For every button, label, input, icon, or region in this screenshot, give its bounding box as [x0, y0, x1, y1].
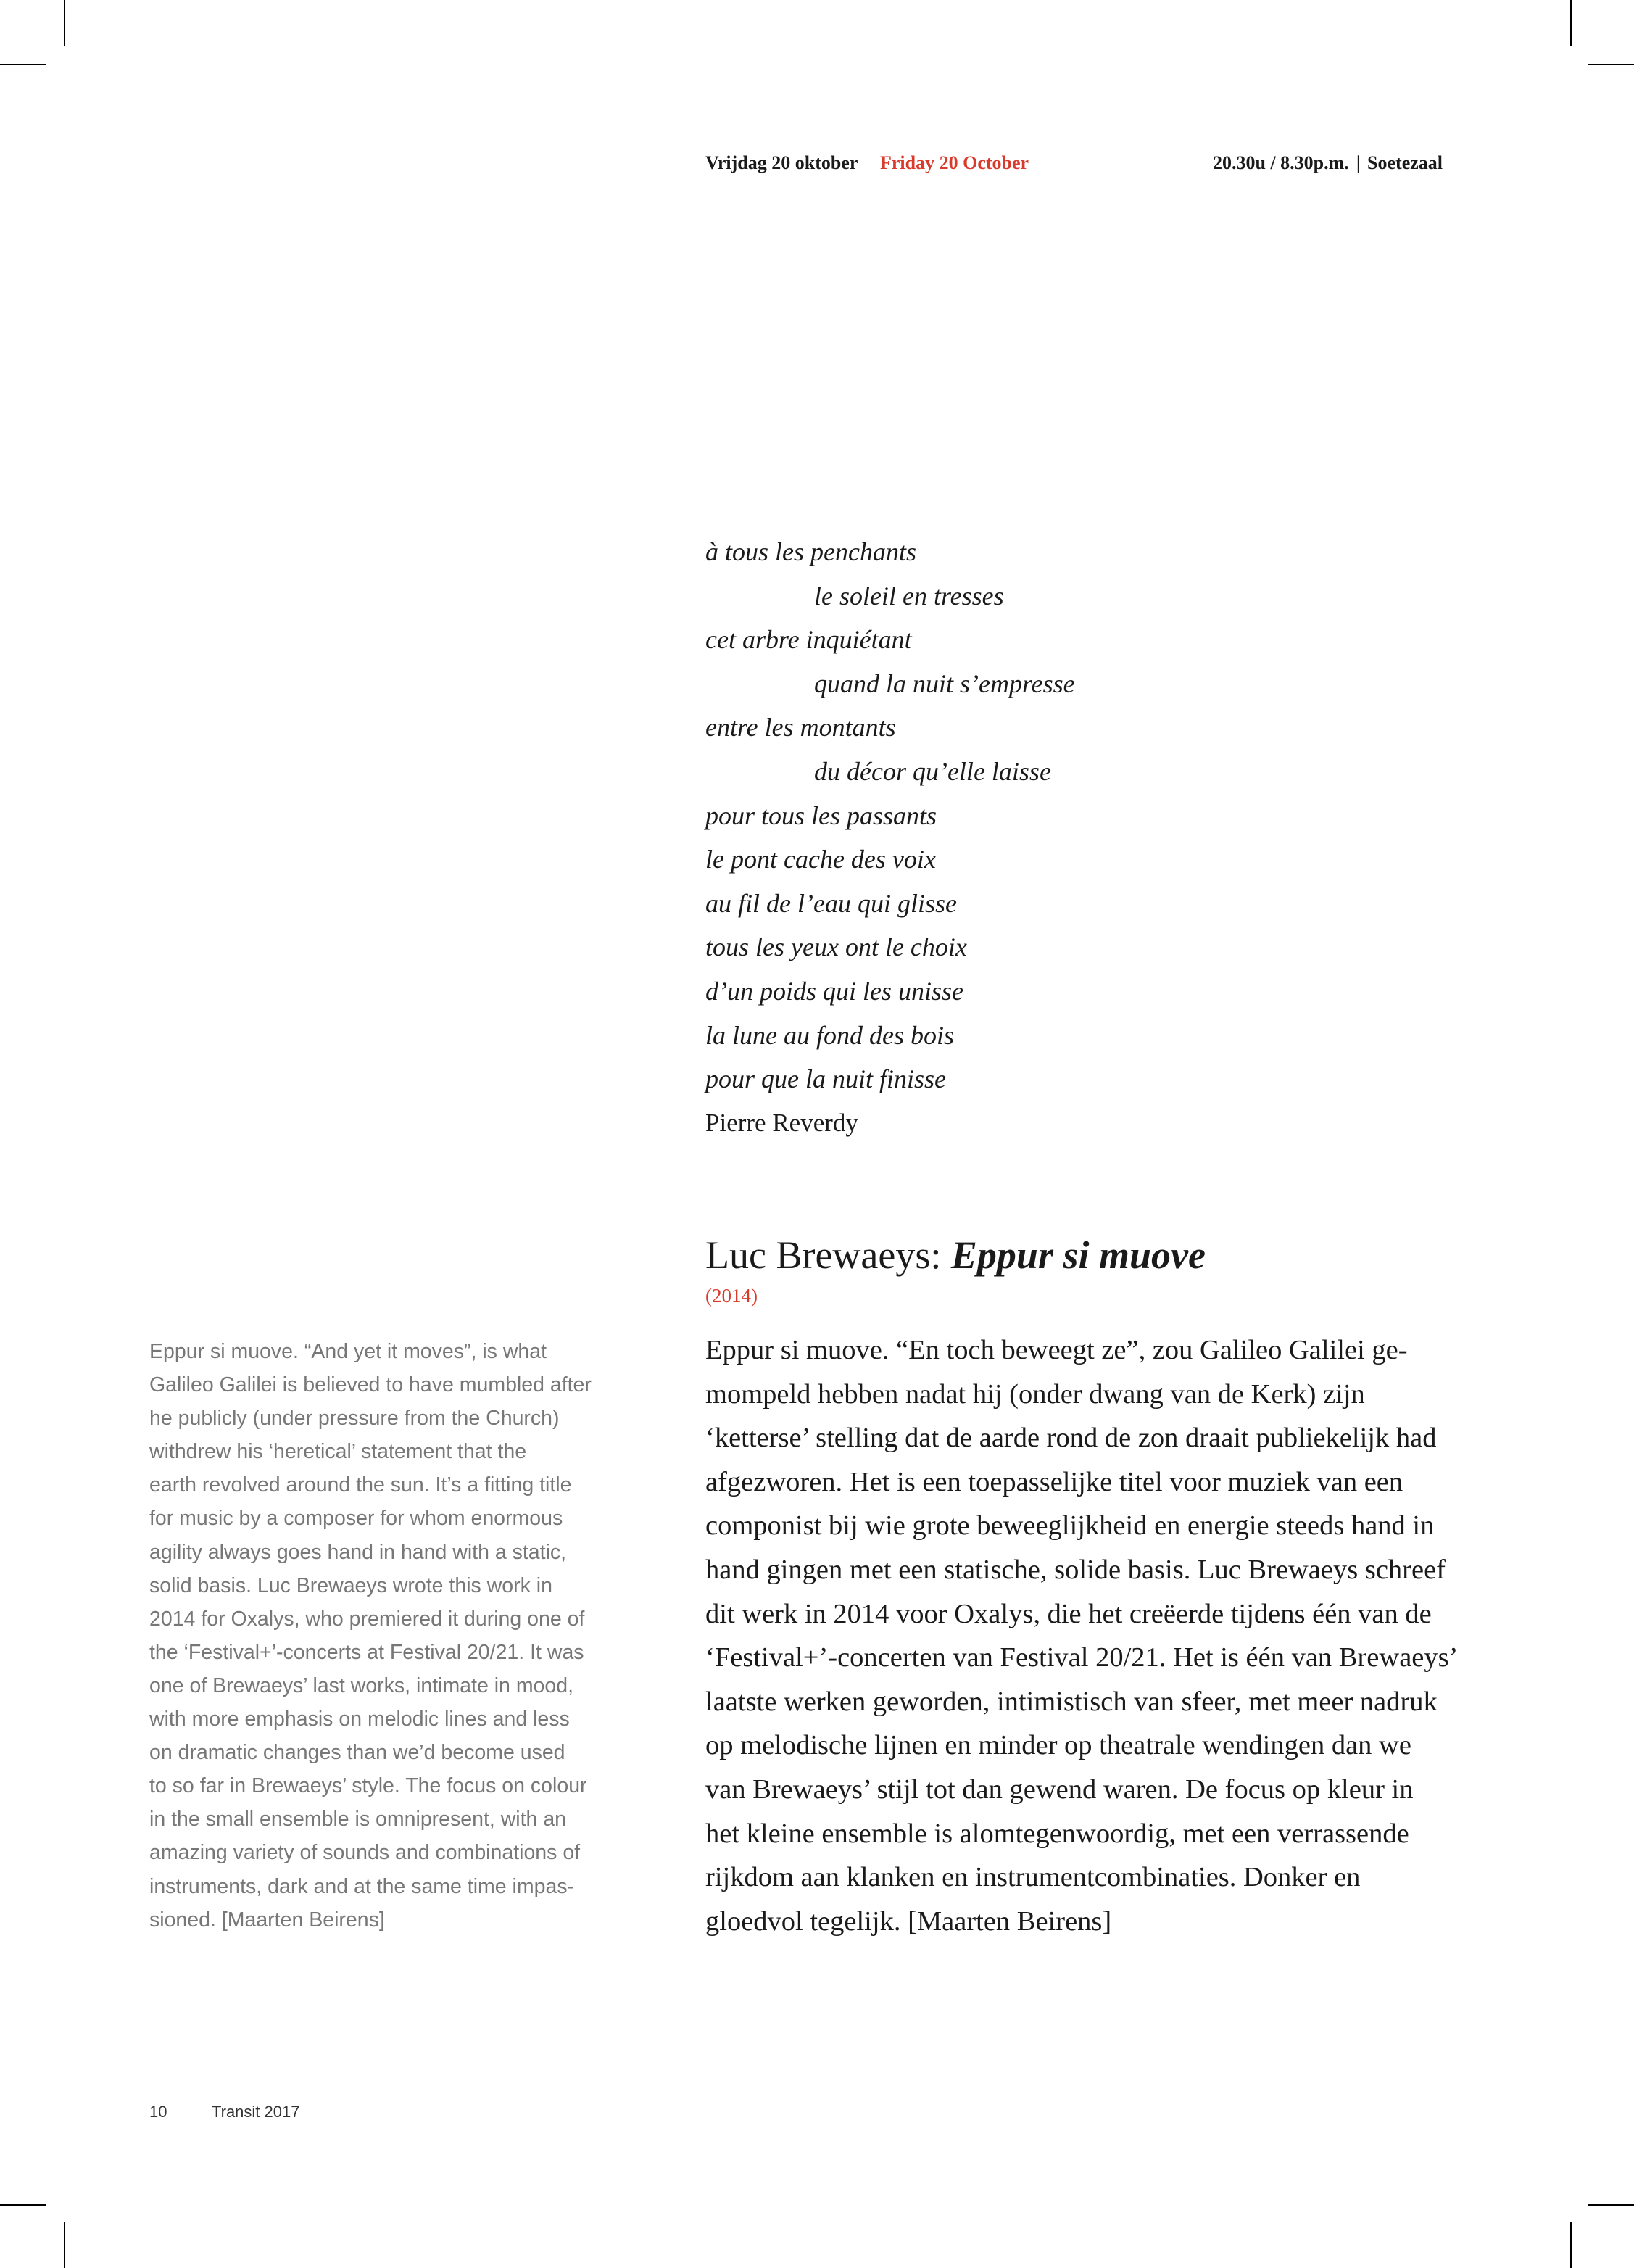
text-line: on dramatic changes than we’d become used — [149, 1741, 565, 1765]
text-line: one of Brewaeys’ last works, intimate in mood, — [149, 1673, 574, 1697]
text-line: for music by a composer for whom enormous — [149, 1507, 563, 1531]
poem-line: entre les montants — [705, 713, 896, 742]
poem-line: au fil de l’eau qui glisse — [705, 888, 957, 918]
text-line: earth revolved around the sun. It’s a fitting title — [149, 1473, 572, 1497]
header-date-english: Friday 20 October — [880, 152, 1029, 173]
poem-line: tous les yeux ont le choix — [705, 932, 967, 962]
poem-line: pour que la nuit finisse — [705, 1064, 946, 1094]
running-header — [705, 152, 1443, 181]
text-line: op melodische lijnen en minder op theatrale wendingen dan we — [705, 1730, 1411, 1761]
text-line: ‘ketterse’ stelling dat de aarde rond de zon draait publiekelijk had — [705, 1423, 1437, 1454]
poem-author: Pierre Reverdy — [705, 1109, 858, 1137]
header-time: 20.30u / 8.30p.m. — [1213, 152, 1349, 173]
text-line: ‘Festival+’-concerten van Festival 20/21. Het is één van Brewaeys’ — [705, 1642, 1459, 1673]
text-line: componist bij wie grote beweeglijkheid en energie steeds hand in — [705, 1510, 1435, 1541]
program-note-dutch — [705, 1328, 1459, 1943]
header-date-dutch: Vrijdag 20 oktober — [705, 152, 858, 173]
text-line: amazing variety of sounds and combinations of — [149, 1841, 581, 1865]
composer-name: Luc Brewaeys: — [705, 1233, 942, 1277]
header-venue: Soetezaal — [1367, 152, 1443, 173]
piece-year: (2014) — [705, 1285, 758, 1307]
text-line: het kleine ensemble is alomtegenwoordig, met een verrassende — [705, 1818, 1409, 1849]
text-line: sioned. [Maarten Beirens] — [149, 1908, 385, 1932]
poem-line: le pont cache des voix — [705, 845, 936, 874]
poem-line: quand la nuit s’empresse — [814, 669, 1075, 698]
text-line: dit werk in 2014 voor Oxalys, die het creëerde tijdens één van de — [705, 1598, 1432, 1629]
text-line: Galileo Galilei is believed to have mumbled after — [149, 1373, 592, 1397]
crop-mark-top-left-v — [64, 0, 65, 46]
poem-line: à tous les penchants — [705, 537, 916, 566]
program-note-english — [149, 1335, 642, 1937]
crop-mark-bottom-left-h — [0, 2204, 46, 2206]
text-line: 2014 for Oxalys, who premiered it during one of — [149, 1607, 585, 1631]
text-line: agility always goes hand in hand with a static, — [149, 1540, 567, 1564]
text-line: Eppur si muove. “And yet it moves”, is what — [149, 1340, 547, 1363]
page-number: 10 — [149, 2103, 167, 2121]
text-line: withdrew his ‘heretical’ statement that the — [149, 1440, 527, 1464]
text-line: rijkdom aan klanken en instrumentcombinaties. Donker en — [705, 1862, 1361, 1893]
publication-name: Transit 2017 — [212, 2103, 300, 2121]
crop-mark-top-right-h — [1588, 64, 1634, 65]
text-line: solid basis. Luc Brewaeys wrote this work in — [149, 1573, 552, 1597]
crop-mark-bottom-right-v — [1570, 2222, 1572, 2268]
work-title: Eppur si muove — [950, 1233, 1206, 1277]
header-time-venue — [1213, 152, 1443, 174]
text-line: in the small ensemble is omnipresent, with an — [149, 1808, 567, 1832]
poem-line: la lune au fond des bois — [705, 1020, 954, 1050]
header-separator: | — [1356, 152, 1361, 173]
crop-mark-top-right-v — [1570, 0, 1572, 46]
text-line: afgezworen. Het is een toepasselijke titel voor muziek van een — [705, 1466, 1403, 1497]
text-line: hand gingen met een statische, solide basis. Luc Brewaeys schreef — [705, 1554, 1446, 1585]
text-line: instruments, dark and at the same time impas- — [149, 1874, 575, 1898]
text-line: with more emphasis on melodic lines and less — [149, 1708, 570, 1731]
poem-line: le soleil en tresses — [814, 581, 1004, 611]
text-line: gloedvol tegelijk. [Maarten Beirens] — [705, 1905, 1112, 1937]
text-line: van Brewaeys’ stijl tot dan gewend waren. De focus op kleur in — [705, 1774, 1414, 1805]
poem-line: pour tous les passants — [705, 800, 937, 830]
poem-line: cet arbre inquiétant — [705, 625, 912, 655]
crop-mark-top-left-h — [0, 64, 46, 65]
crop-mark-bottom-left-v — [64, 2222, 65, 2268]
text-line: mompeld hebben nadat hij (onder dwang van de Kerk) zijn — [705, 1378, 1365, 1410]
piece-title — [705, 1233, 1206, 1278]
crop-mark-bottom-right-h — [1588, 2204, 1634, 2206]
text-line: to so far in Brewaeys’ style. The focus on colour — [149, 1774, 587, 1798]
poem-line: du décor qu’elle laisse — [814, 757, 1051, 786]
poem-line: d’un poids qui les unisse — [705, 977, 963, 1006]
text-line: laatste werken geworden, intimistisch van sfeer, met meer nadruk — [705, 1686, 1438, 1717]
text-line: the ‘Festival+’-concerts at Festival 20/21. It was — [149, 1640, 584, 1664]
text-line: he publicly (under pressure from the Church) — [149, 1407, 560, 1431]
text-line: Eppur si muove. “En toch beweegt ze”, zou Galileo Galilei ge- — [705, 1335, 1408, 1365]
